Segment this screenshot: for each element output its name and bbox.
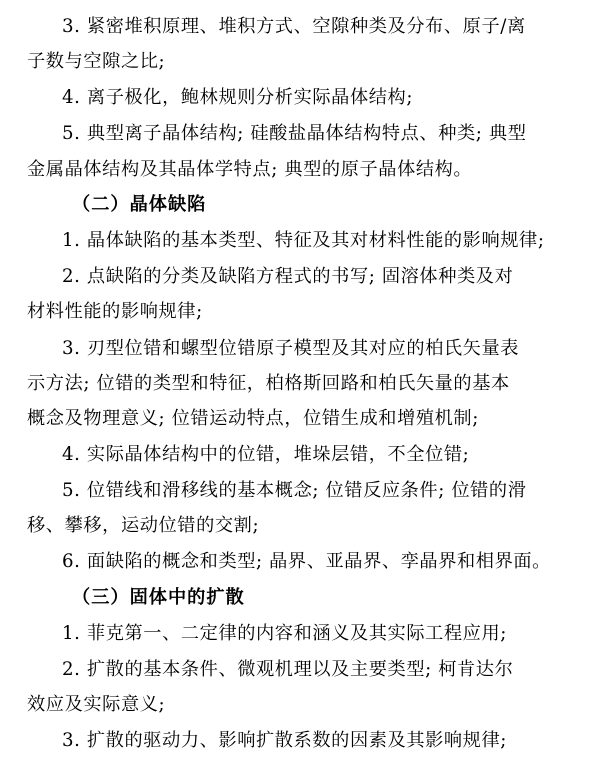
text-line-defect-5-part-1: 5. 位错线和滑移线的基本概念; 位错反应条件; 位错的滑 xyxy=(62,480,527,501)
text-line-item-3-part-1: 3. 紧密堆积原理、堆积方式、空隙种类及分布、原子/离 xyxy=(62,16,526,37)
text-line-defect-3-part-1: 3. 刃型位错和螺型位错原子模型及其对应的柏氏矢量表 xyxy=(62,338,520,359)
text-line-defect-3-part-3: 概念及物理意义; 位错运动特点，位错生成和增殖机制; xyxy=(27,408,479,429)
text-line-defect-1: 1. 晶体缺陷的基本类型、特征及其对材料性能的影响规律; xyxy=(62,230,545,251)
text-line-item-5-part-1: 5. 典型离子晶体结构; 硅酸盐晶体结构特点、种类; 典型 xyxy=(62,123,527,144)
text-line-diffusion-2-part-1: 2. 扩散的基本条件、微观机理以及主要类型; 柯肯达尔 xyxy=(62,659,514,680)
section-heading-diffusion: （三）固体中的扩散 xyxy=(72,587,245,608)
text-line-diffusion-3: 3. 扩散的驱动力、影响扩散系数的因素及其影响规律; xyxy=(62,730,507,751)
text-line-diffusion-2-part-2: 效应及实际意义; xyxy=(27,694,166,715)
text-line-defect-3-part-2: 示方法; 位错的类型和特征，柏格斯回路和柏氏矢量的基本 xyxy=(27,373,510,394)
text-line-defect-6: 6. 面缺陷的概念和类型; 晶界、亚晶界、孪晶界和相界面。 xyxy=(62,551,551,572)
text-line-diffusion-1: 1. 菲克第一、二定律的内容和涵义及其实际工程应用; xyxy=(62,623,507,644)
text-line-item-4: 4. 离子极化，鲍林规则分析实际晶体结构; xyxy=(62,87,414,108)
text-line-item-3-part-2: 子数与空隙之比; xyxy=(27,51,166,72)
text-line-defect-2-part-2: 材料性能的影响规律; xyxy=(27,301,203,322)
text-line-defect-4: 4. 实际晶体结构中的位错，堆垛层错，不全位错; xyxy=(62,444,470,465)
text-line-item-5-part-2: 金属晶体结构及其晶体学特点; 典型的原子晶体结构。 xyxy=(27,159,473,180)
text-line-defect-5-part-2: 移、攀移，运动位错的交割; xyxy=(27,515,260,536)
text-line-defect-2-part-1: 2. 点缺陷的分类及缺陷方程式的书写; 固溶体种类及对 xyxy=(62,266,514,287)
section-heading-crystal-defects: （二）晶体缺陷 xyxy=(72,194,207,215)
